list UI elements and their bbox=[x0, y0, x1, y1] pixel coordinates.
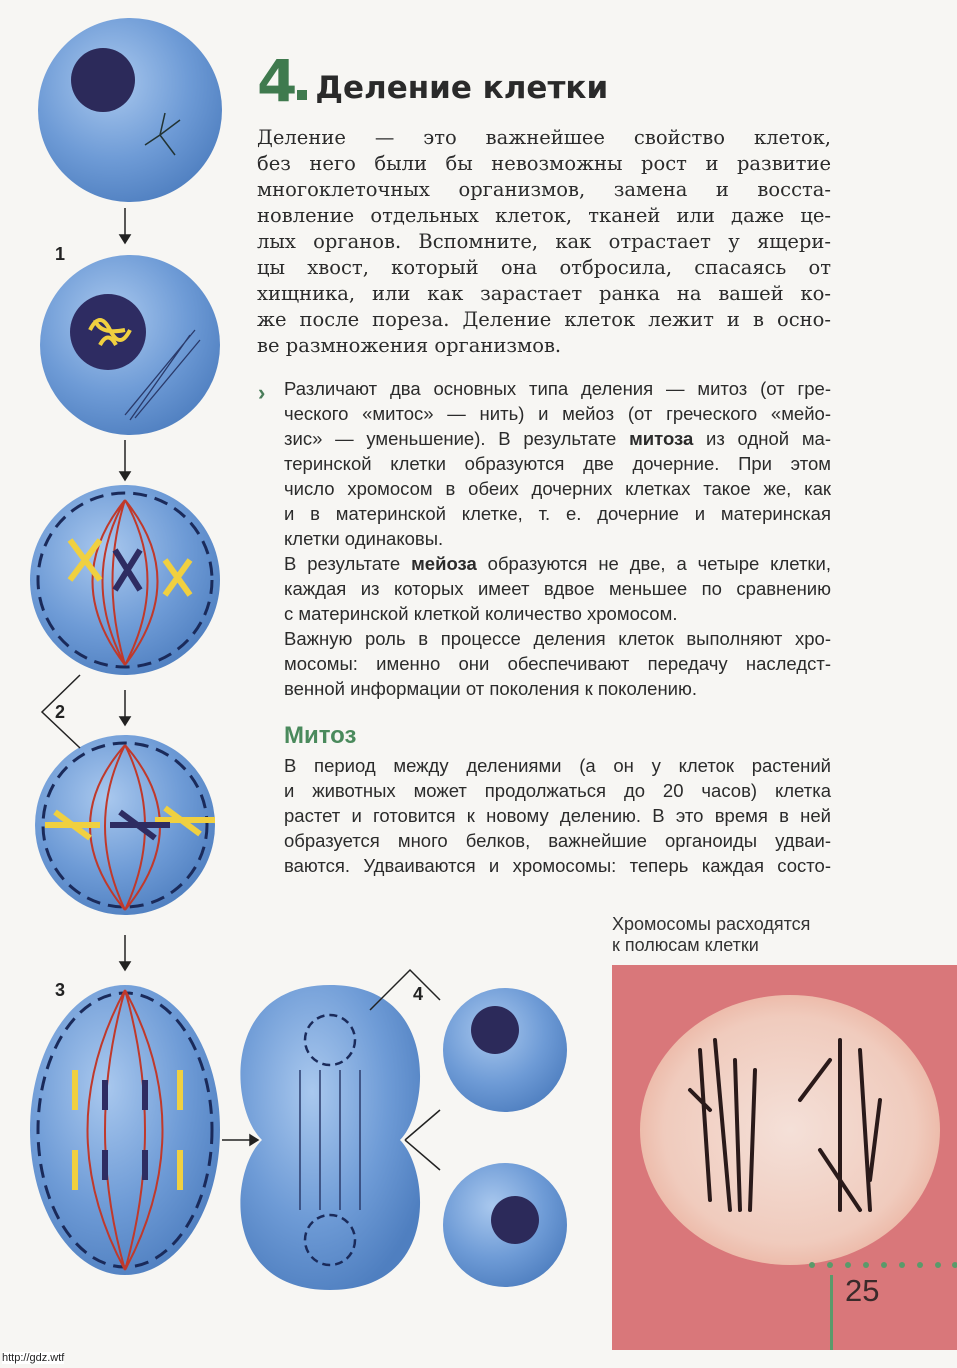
body-line: число хромосом в обеих дочерних клетках такое же, как bbox=[284, 478, 831, 499]
body-line: венной информации от поколения к поколению. bbox=[284, 678, 698, 699]
bold-term: мейоза bbox=[411, 553, 477, 574]
bold-term: митоза bbox=[629, 428, 694, 449]
body-line bbox=[284, 426, 831, 451]
text-run: В результате bbox=[284, 553, 412, 574]
intro-line: хищника, или как зарастает ранка на вашей ко- bbox=[257, 282, 831, 305]
cell-anaphase bbox=[30, 985, 220, 1275]
photo-caption bbox=[612, 914, 810, 956]
watermark-url: http://gdz.wtf bbox=[2, 1352, 65, 1364]
photo-cell bbox=[640, 995, 940, 1265]
body-line: ческого «митос» — нить) и мейоз (от греческого «мейо- bbox=[284, 403, 831, 424]
intro-line: без него были бы невозможны рост и развитие bbox=[257, 152, 831, 175]
cell-interphase bbox=[38, 18, 222, 202]
text-run: образуются не две, а четыре клетки, bbox=[476, 553, 831, 574]
section-heading-mitosis: Митоз bbox=[284, 722, 357, 749]
page-title bbox=[257, 47, 609, 115]
cell-metaphase bbox=[30, 485, 220, 675]
chapter-title: Деление клетки bbox=[315, 70, 609, 106]
mitosis-line: и животных может продолжаться до 20 часов) клетка bbox=[284, 780, 831, 801]
mitosis-line: образуется много белков, важнейшие органоиды удваи- bbox=[284, 830, 831, 851]
intro-line: лых органов. Вспомните, как отрастает у ящери- bbox=[257, 230, 831, 253]
intro-line: ве размножения организмов. bbox=[257, 334, 562, 357]
caption-line: к полюсам клетки bbox=[612, 935, 759, 955]
intro-line: новление отдельных клеток, тканей или даже це- bbox=[257, 204, 831, 227]
mitosis-text bbox=[284, 753, 831, 878]
intro-paragraph bbox=[257, 125, 831, 359]
stage-label-2: 2 bbox=[55, 702, 66, 722]
cell-telophase bbox=[240, 985, 420, 1290]
stage-label-4: 4 bbox=[413, 984, 424, 1004]
bullet-arrow-icon: › bbox=[258, 380, 266, 405]
stage-label-3: 3 bbox=[55, 980, 66, 1000]
body-line: Важную роль в процессе деления клеток выполняют хро- bbox=[284, 628, 831, 649]
text-run: зис» — уменьшение). В результате bbox=[284, 428, 630, 449]
stage-label-1: 1 bbox=[55, 244, 66, 264]
body-line: клетки одинаковы. bbox=[284, 528, 444, 549]
intro-line: же после пореза. Деление клеток лежит и в осно- bbox=[257, 308, 831, 331]
caption-line: Хромосомы расходятся bbox=[612, 914, 811, 934]
mitosis-line: ваются. Удваиваются и хромосомы: теперь каждая состо- bbox=[284, 855, 831, 876]
body-line: и в материнской клетке, т. е. дочерние и материнская bbox=[284, 503, 831, 524]
body-line: мосомы: именно они обеспечивают передачу наследст- bbox=[284, 653, 831, 674]
intro-line: цы хвост, который она отбросила, спасаясь от bbox=[257, 256, 831, 279]
page-number: 25 bbox=[845, 1273, 880, 1308]
mitosis-line: В период между делениями (а он у клеток растений bbox=[284, 755, 831, 776]
intro-line: Деление — это важнейшее свойство клеток, bbox=[257, 126, 831, 149]
body-text bbox=[284, 376, 831, 701]
body-line: каждая из которых имеет вдвое меньшее по сравнению bbox=[284, 578, 831, 599]
mitosis-line: растет и готовится к новому делению. В это время в ней bbox=[284, 805, 831, 826]
chapter-number: 4 bbox=[257, 47, 298, 115]
text-run: из одной ма- bbox=[693, 428, 831, 449]
body-line: Различают два основных типа деления — митоз (от гре- bbox=[284, 378, 831, 399]
body-line bbox=[284, 551, 831, 576]
body-line: с материнской клеткой количество хромосом. bbox=[284, 603, 678, 624]
intro-line: многоклеточных организмов, замена и восста- bbox=[257, 178, 831, 201]
title-dot bbox=[297, 90, 307, 100]
body-line: теринской клетки образуются две дочерние. При этом bbox=[284, 453, 831, 474]
